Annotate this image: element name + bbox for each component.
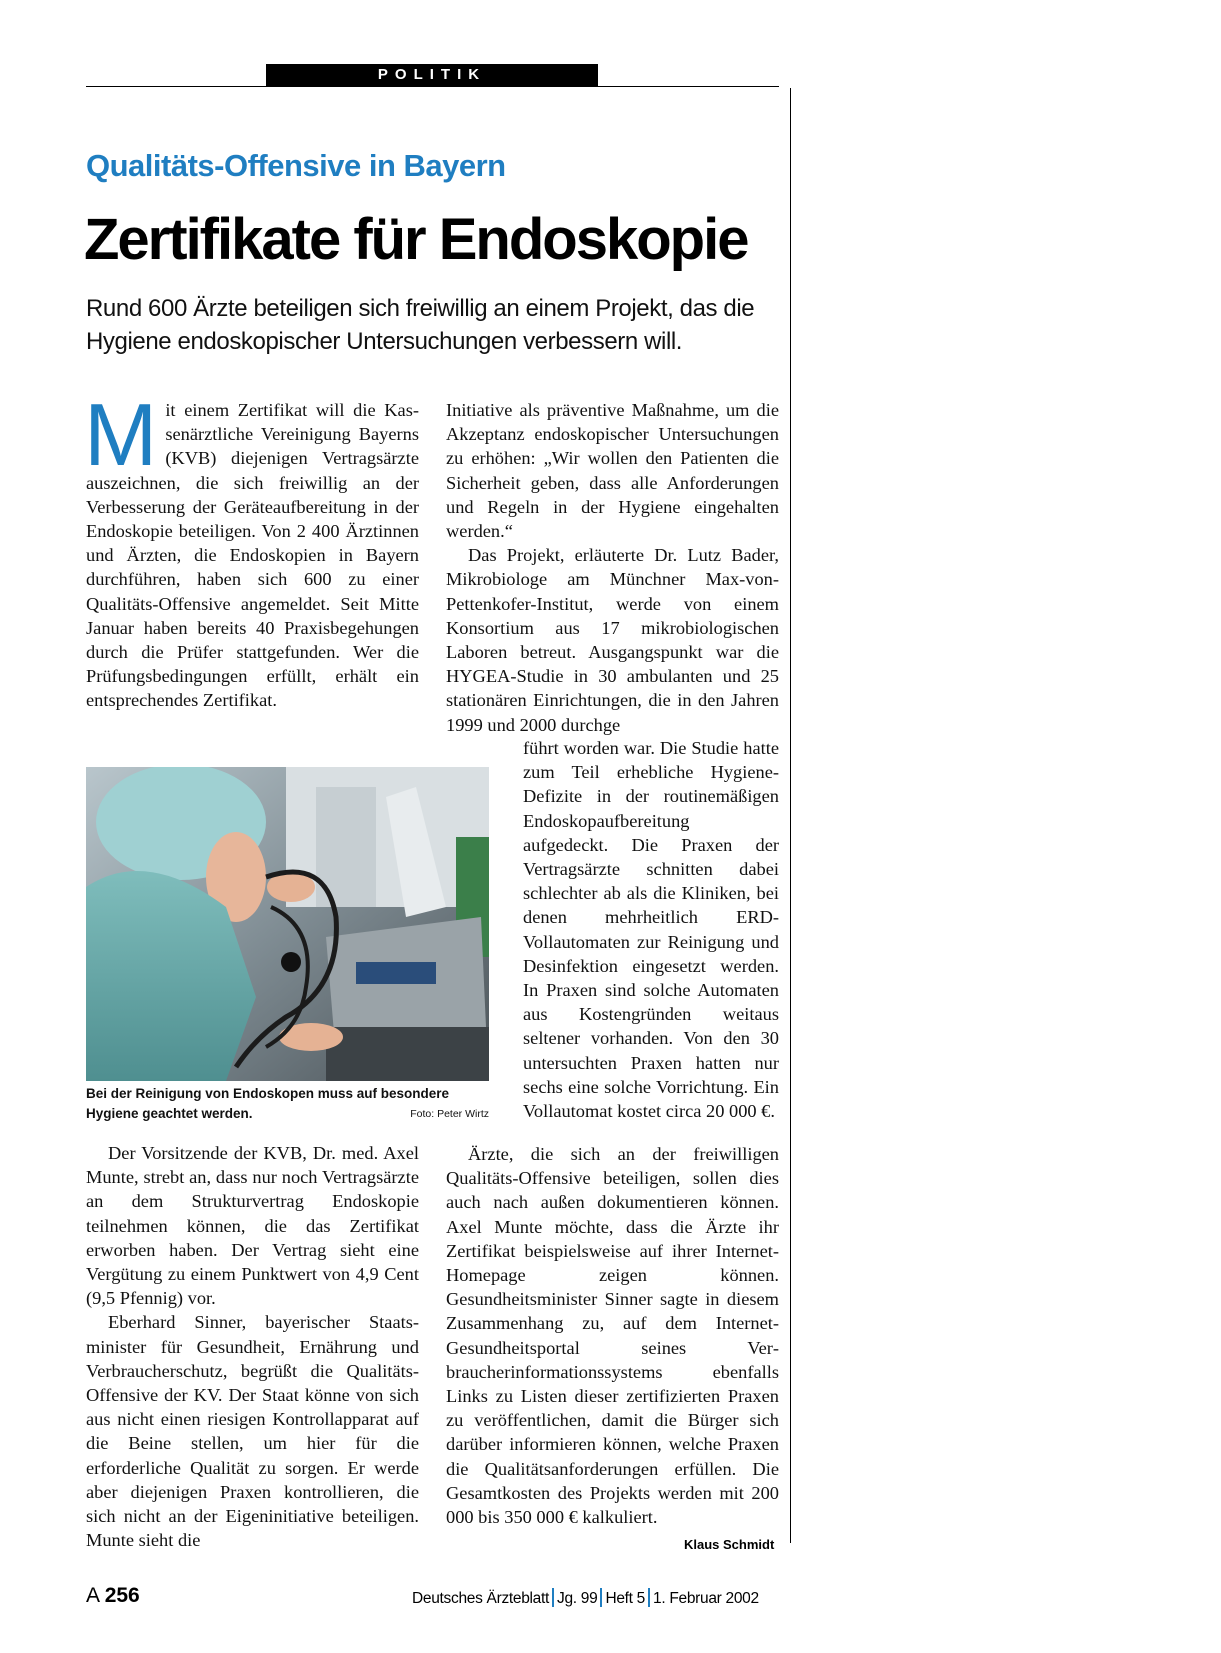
paragraph: Eberhard Sinner, bayerischer Staatsminister für Gesundheit, Ernährung und Verbraucherschutz, begrüßt die Qualitäts-Offensive der KV. Der Staat könne von sich aus nicht einen riesigen Kontrollapparat auf die Beine stellen, um hier für die erforderliche Qualität zu sorgen. Er werde aber diejenigen Praxen kontrollieren, die sich nicht an der Eigeninitiative beteiligen. Munte sieht die xyxy=(86,1312,419,1551)
journal-date: 1. Februar 2002 xyxy=(653,1590,759,1607)
journal-volume: Jg. 99 xyxy=(557,1590,598,1607)
article-headline: Zertifikate für Endoskopie xyxy=(84,207,748,272)
journal-name: Deutsches Ärzteblatt xyxy=(412,1590,550,1607)
article-kicker: Qualitäts-Offensive in Bayern xyxy=(86,148,506,183)
page-number xyxy=(86,1584,140,1608)
paragraph: Das Projekt, erläuterte Dr. Lutz Bader, Mikrobiologe am Münchner Max-von-Pettenkofer-Institut, werde von einem Konsortium aus 17 mikrobiologischen Laboren betreut. Ausgangspunkt war die HYGEA-Studie in 30 ambulanten und 25 stationären Einrichtungen, die in den Jahren 1999 und 2000 durchge xyxy=(446,545,779,735)
column-1-top xyxy=(84,385,419,713)
paragraph: führt worden war. Die Studie hatte zum Teil erhebliche Hygiene-Defizite in der routinemäßigen Endoskopaufbereitung aufgedeckt. Die Praxen der Vertragsärzte schnitten dabei schlechter ab als die Kliniken, bei denen mehrheitlich ERD-Vollautomaten zur Reinigung und Desinfektion eingesetzt werden. In Praxen sind solche Automaten aus Kostengründen weitaus seltener vorhanden. Von den 30 untersuchten Praxen hatten nur sechs eine solche Vorrichtung. Ein Vollautomat kostet circa 20 000 €. xyxy=(523,738,779,1122)
article-subtitle: Rund 600 Ärzte beteiligen sich freiwillig an einem Projekt, das die Hygiene endoskopischer Untersuchungen verbessern will. xyxy=(86,295,755,355)
journal-issue: Heft 5 xyxy=(605,1590,646,1607)
paragraph: Der Vorsitzende der KVB, Dr. med. Axel Munte, strebt an, dass nur noch Vertragsärzte an dem Strukturvertrag Endoskopie teilnehmen können, die das Zertifikat erworben haben. Der Vertrag sieht eine Vergütung zu einem Punktwert von 4,9 Cent (9,5 Pfennig) vor. xyxy=(86,1143,419,1309)
column-rule xyxy=(790,88,791,1543)
paragraph: Ärzte, die sich an der freiwilligen Qualitäts-Offensive beteiligen, sollen dies auch nach außen dokumentieren können. Axel Munte möchte, dass die Ärzte ihr Zertifikat beispielsweise auf ihrer Internet-Homepage zeigen können. Gesundheitsminister Sinner sagte in diesem Zusammenhang zu, auf dem Internet-Gesundheitsportal seines Verbraucherinformationssystems ebenfalls Links zu Listen dieser zertifizierten Praxen zu veröffentlichen, damit die Bürger sich darüber informieren können, welche Praxen die Qualitätsanforderungen erfüllen. Die Gesamtkosten des Projekts werden mit 200 000 bis 350 000 € kalkuliert. xyxy=(446,1144,779,1528)
paragraph: it einem Zertifikat will die Kassenärztliche Vereinigung Bayerns (KVB) diejenigen Vertragsärzte auszeichnen, die sich freiwillig an der Verbesserung der Geräteaufbereitung in der Endoskopie beteiligen. Von 2 400 Ärztinnen und Ärzten, die Endoskopien in Bayern durchführen, haben sich 600 zu einer Qualitäts-Offensive angemeldet. Seit Mitte Januar haben bereits 40 Praxisbegehungen durch die Prüfer stattgefunden. Wer die Prüfungsbedingungen erfüllt, erhält ein entsprechendes Zertifikat. xyxy=(86,400,419,711)
paragraph: Initiative als präventive Maßnahme, um die Akzeptanz endoskopischer Untersuchungen zu erhöhen: „Wir wollen den Patienten die Sicherheit geben, dass alle Anforderungen und Regeln in der Hygiene eingehalten werden.“ xyxy=(446,400,779,542)
separator xyxy=(600,1588,602,1607)
photo-credit: Foto: Peter Wirtz xyxy=(410,1108,489,1120)
column-2-top xyxy=(446,398,779,737)
figure-caption xyxy=(86,1084,489,1124)
page-prefix: A xyxy=(86,1584,99,1607)
separator xyxy=(648,1588,650,1607)
column-2-bottom xyxy=(446,1142,779,1529)
section-label: POLITIK xyxy=(266,64,598,86)
column-1-bottom xyxy=(86,1141,419,1552)
separator xyxy=(552,1588,554,1607)
author-byline: Klaus Schmidt xyxy=(684,1537,775,1552)
caption-text: Bei der Reinigung von Endoskopen muss auf besondere Hygiene geachtet werden. xyxy=(86,1086,450,1121)
header-rule xyxy=(86,86,779,87)
drop-cap: M xyxy=(84,385,158,484)
journal-masthead xyxy=(412,1588,759,1608)
endoscope-cleaning-photo xyxy=(86,767,489,1081)
column-2-middle xyxy=(523,736,779,1123)
page-number-value: 256 xyxy=(104,1584,140,1607)
